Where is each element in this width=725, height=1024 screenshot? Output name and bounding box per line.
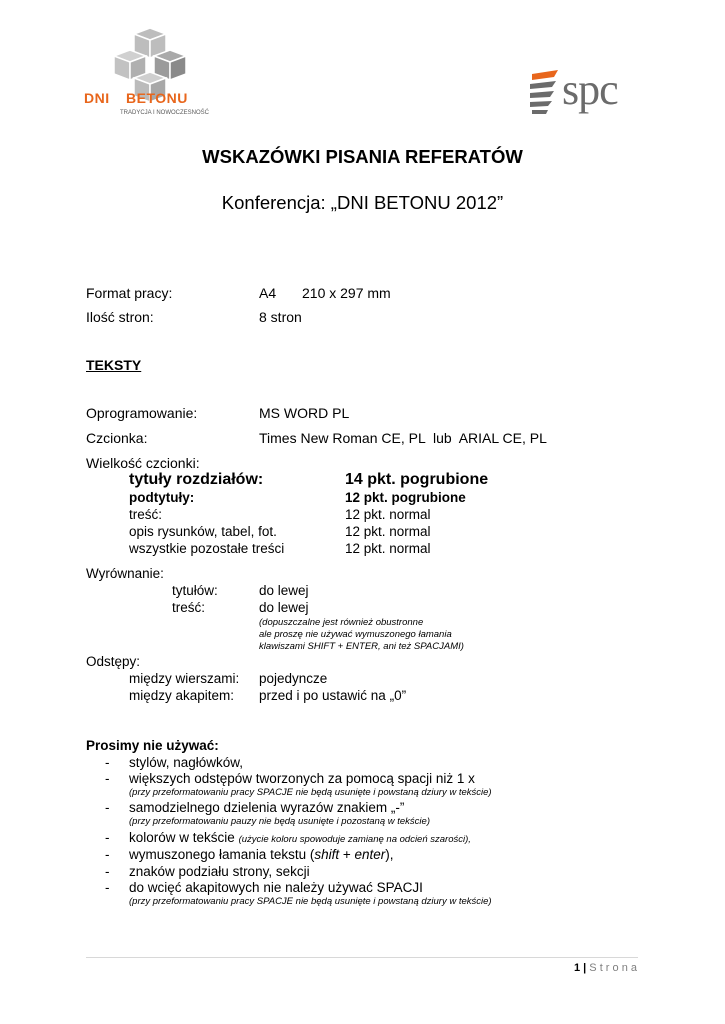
list-dash: - [105, 880, 110, 895]
font-size-key: opis rysunków, tabel, fot. [129, 524, 277, 539]
font-value: Times New Roman CE, PL lub ARIAL CE, PL [259, 430, 547, 446]
list-dash: - [105, 830, 110, 845]
font-size-key: podtytuły: [129, 490, 195, 505]
page-title: WSKAZÓWKI PISANIA REFERATÓW [202, 146, 523, 167]
list-item-text: do wcięć akapitowych nie należy używać SPACJI [129, 880, 423, 895]
list-dash: - [105, 800, 110, 815]
font-size-key: wszystkie pozostałe treści [129, 541, 285, 556]
list-item-text: samodzielnego dzielenia wyrazów znakiem „-” [129, 800, 405, 815]
font-size-value: 12 pkt. normal [345, 541, 431, 556]
font-size-value: 14 pkt. pogrubione [345, 471, 489, 488]
spc-stripes-icon [528, 70, 562, 114]
alignment-label: Wyrównanie: [86, 566, 164, 581]
list-item-text: wymuszonego łamania tekstu ( [129, 847, 315, 862]
font-size-key: treść: [129, 507, 163, 522]
spacing-value: pojedyncze [259, 671, 328, 686]
list-item-text: + [339, 847, 355, 862]
list-dash: - [105, 755, 110, 770]
logo-tagline: TRADYCJA I NOWOCZESNOŚĆ [120, 110, 210, 116]
page-footer [574, 962, 637, 974]
footer-separator: | [583, 962, 587, 974]
alignment-note: (dopuszczalne jest również obustronne [259, 617, 424, 628]
font-size-key: tytuły rozdziałów: [129, 471, 264, 488]
alignment-value: do lewej [259, 583, 309, 598]
alignment-value: do lewej [259, 600, 309, 615]
list-dash: - [105, 771, 110, 786]
font-size-value: 12 pkt. pogrubione [345, 490, 466, 505]
spacing-key: między akapitem: [129, 688, 235, 703]
font-label: Czcionka: [86, 430, 148, 446]
list-dash: - [105, 847, 110, 862]
format-value-a4: A4 [259, 285, 277, 301]
dni-betonu-logo [84, 28, 214, 128]
spacing-label: Odstępy: [86, 654, 141, 669]
pages-value: 8 stron [259, 309, 302, 325]
font-size-value: 12 pkt. normal [345, 524, 431, 539]
alignment-note: ale proszę nie używać wymuszonego łamania [259, 629, 452, 640]
list-item-note: (przy przeformatowaniu pauzy nie będą usunięte i pozostaną w tekście) [129, 816, 430, 827]
spc-logo [528, 65, 643, 118]
list-item-line [129, 830, 471, 845]
list-item-text: stylów, nagłówków, [129, 755, 244, 770]
list-item-line [129, 847, 394, 862]
avoid-heading: Prosimy nie używać: [86, 738, 219, 753]
list-item-note: (przy przeformatowaniu pracy SPACJE nie będą usunięte i powstaną dziury w tekście) [129, 896, 492, 907]
software-value: MS WORD PL [259, 405, 350, 421]
list-dash: - [105, 864, 110, 879]
alignment-note: klawiszami SHIFT + ENTER, ani też SPACJAMI) [259, 641, 464, 652]
spc-logo-text: spc [562, 65, 618, 114]
brand-part-dni: DNI [84, 90, 110, 106]
section-heading-teksty: TEKSTY [86, 357, 142, 373]
footer-rule [86, 957, 638, 958]
footer-label: S t r o n a [589, 962, 637, 974]
brand-part-betonu: BETONU [126, 90, 188, 106]
list-item-inline-note: (użycie koloru spowoduje zamianę na odcień szarości), [238, 834, 471, 845]
list-item-italic: enter [354, 847, 386, 862]
format-value-size: 210 x 297 mm [302, 285, 391, 301]
page-subtitle: Konferencja: „DNI BETONU 2012” [221, 192, 504, 213]
spacing-value: przed i po ustawić na „0” [259, 688, 407, 703]
format-label: Format pracy: [86, 285, 173, 301]
list-item-text: znaków podziału strony, sekcji [129, 864, 310, 879]
list-item-text: kolorów w tekście [129, 830, 235, 845]
spacing-key: między wierszami: [129, 671, 240, 686]
font-size-label: Wielkość czcionki: [86, 455, 200, 471]
list-item-note: (przy przeformatowaniu pracy SPACJE nie będą usunięte i powstaną dziury w tekście) [129, 787, 492, 798]
font-size-value: 12 pkt. normal [345, 507, 431, 522]
alignment-key: treść: [172, 600, 206, 615]
software-label: Oprogramowanie: [86, 405, 198, 421]
alignment-key: tytułów: [172, 583, 218, 598]
pages-label: Ilość stron: [86, 309, 154, 325]
page-number: 1 [573, 962, 581, 974]
list-item-text: większych odstępów tworzonych za pomocą spacji niż 1 x [129, 771, 475, 786]
logo-brand-text [84, 90, 188, 106]
list-item-text: ), [385, 847, 394, 862]
list-item-italic: shift [314, 847, 340, 862]
